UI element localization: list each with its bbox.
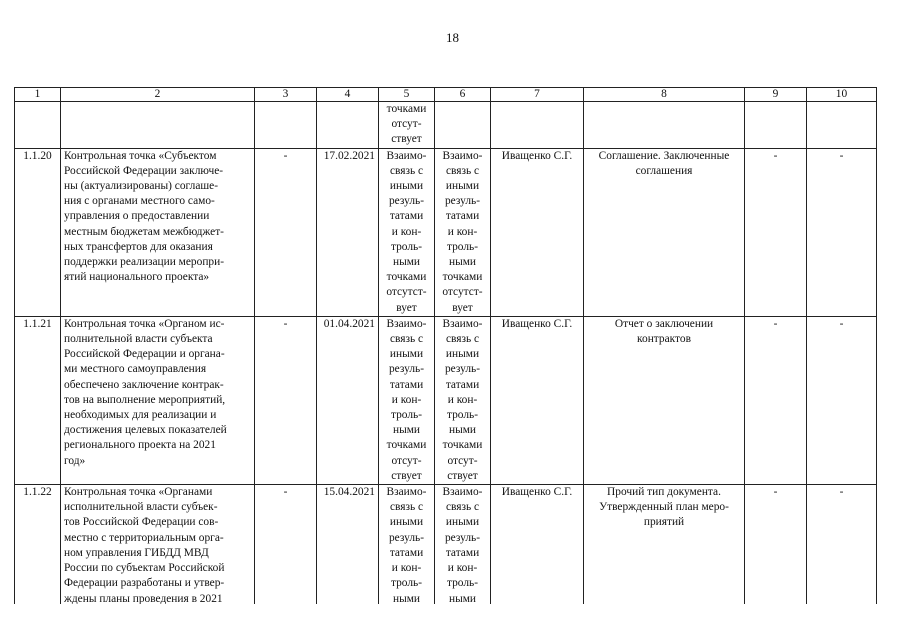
continuation-row xyxy=(15,102,877,149)
header-cell-2: 2 xyxy=(61,88,255,102)
row-col3: - xyxy=(255,148,317,316)
text-line: вует xyxy=(452,301,473,314)
text-line: отсут- xyxy=(391,118,422,131)
text-line: резуль- xyxy=(444,363,481,376)
text-line: иными xyxy=(389,180,424,193)
text-line: ствует xyxy=(391,133,422,146)
text-line: связь с xyxy=(445,164,480,177)
text-line: отсут- xyxy=(391,454,422,467)
row-col9: - xyxy=(745,148,807,316)
text-line: поддержки реализации меропри- xyxy=(64,256,225,269)
text-line: Соглашение. Заключенные xyxy=(598,149,730,162)
text-line: приятий xyxy=(643,516,685,529)
header-cell-10: 10 xyxy=(807,88,877,102)
text-line: точками xyxy=(386,103,427,115)
text-line: Контрольная точка «Органом ис- xyxy=(64,317,225,330)
text-line: соглашения xyxy=(635,164,693,177)
text-line: и кон- xyxy=(391,225,422,238)
text-line: управления о предоставлении xyxy=(64,210,210,223)
text-line: достижения целевых показателей xyxy=(64,424,227,437)
text-line: ными xyxy=(392,424,421,437)
text-line: и кон- xyxy=(391,562,422,575)
text-line: связь с xyxy=(389,164,424,177)
text-line: Взаимо- xyxy=(386,317,427,330)
row-document xyxy=(584,148,745,316)
row-date: 01.04.2021 xyxy=(317,316,379,484)
text-line: ждены планы проведения в 2021 xyxy=(64,592,223,605)
text-line: татами xyxy=(445,546,480,559)
header-cell-5: 5 xyxy=(379,88,435,102)
row-responsible: Иващенко С.Г. xyxy=(491,316,584,484)
text-line: иными xyxy=(389,348,424,361)
text-line: резуль- xyxy=(444,195,481,208)
header-cell-8: 8 xyxy=(584,88,745,102)
header-row xyxy=(15,88,877,102)
page-bottom-margin xyxy=(0,604,905,640)
row-col6 xyxy=(435,316,491,484)
row-col10: - xyxy=(807,485,877,608)
text-line: ными xyxy=(448,424,477,437)
row-date: 17.02.2021 xyxy=(317,148,379,316)
text-line: связь с xyxy=(389,501,424,514)
continuation-cell-5 xyxy=(379,102,435,149)
text-line: Контрольная точка «Субъектом xyxy=(64,149,217,162)
text-line: татами xyxy=(389,210,424,223)
text-line: Контрольная точка «Органами xyxy=(64,486,213,499)
row-col5 xyxy=(379,148,435,316)
text-line: троль- xyxy=(446,577,479,590)
text-line: Утвержденный план меро- xyxy=(599,501,729,514)
text-line: Отчет о заключении xyxy=(614,317,714,330)
text-line: тов Российской Федерации сов- xyxy=(64,516,219,529)
text-line: резуль- xyxy=(388,363,425,376)
text-line: год» xyxy=(64,454,86,467)
row-col9: - xyxy=(745,485,807,608)
text-line: ными xyxy=(448,592,477,605)
row-description xyxy=(61,485,255,608)
text-line: исполнительной власти субъек- xyxy=(64,501,218,514)
row-col10: - xyxy=(807,148,877,316)
text-line: татами xyxy=(445,210,480,223)
text-line: и кон- xyxy=(391,393,422,406)
header-cell-1: 1 xyxy=(15,88,61,102)
text-line: связь с xyxy=(389,333,424,346)
text-line: иными xyxy=(445,348,480,361)
text-line: точками xyxy=(386,271,427,284)
text-line: Прочий тип документа. xyxy=(607,486,721,499)
row-document xyxy=(584,316,745,484)
text-line: резуль- xyxy=(388,531,425,544)
text-line: татами xyxy=(389,546,424,559)
text-line: необходимых для реализации и xyxy=(64,409,217,422)
header-cell-7: 7 xyxy=(491,88,584,102)
text-line: иными xyxy=(445,516,480,529)
text-line: точками xyxy=(442,271,483,284)
row-number: 1.1.20 xyxy=(15,148,61,316)
text-line: полнительной власти субъекта xyxy=(64,333,213,346)
text-line: ных трансфертов для оказания xyxy=(64,240,213,253)
page-number: 18 xyxy=(446,30,459,45)
text-line: связь с xyxy=(445,501,480,514)
text-line: троль- xyxy=(390,240,423,253)
text-line: и кон- xyxy=(447,562,478,575)
row-col6 xyxy=(435,485,491,608)
text-line: иными xyxy=(389,516,424,529)
text-line: отсутст- xyxy=(386,286,427,299)
text-line: тов на выполнение мероприятий, xyxy=(64,393,226,406)
row-date: 15.04.2021 xyxy=(317,485,379,608)
text-line: Федерации разработаны и утвер- xyxy=(64,577,225,590)
text-line: Взаимо- xyxy=(386,486,427,499)
text-line: ными xyxy=(392,592,421,605)
text-line: ми местного самоуправления xyxy=(64,363,207,376)
text-line: иными xyxy=(445,180,480,193)
text-line: Взаимо- xyxy=(442,317,483,330)
text-line: ными xyxy=(392,256,421,269)
text-line: ния с органами местного само- xyxy=(64,195,215,208)
text-line: троль- xyxy=(390,409,423,422)
text-line: России по субъектам Российской xyxy=(64,562,225,575)
row-number: 1.1.21 xyxy=(15,316,61,484)
header-cell-9: 9 xyxy=(745,88,807,102)
header-cell-3: 3 xyxy=(255,88,317,102)
row-col5 xyxy=(379,485,435,608)
text-line: отсут- xyxy=(447,454,478,467)
text-line: Российской Федерации заключе- xyxy=(64,164,224,177)
text-line: вует xyxy=(396,301,417,314)
row-number: 1.1.22 xyxy=(15,485,61,608)
table-row xyxy=(15,485,877,608)
text-line: и кон- xyxy=(447,225,478,238)
text-line: троль- xyxy=(446,409,479,422)
text-line: и кон- xyxy=(447,393,478,406)
header-cell-4: 4 xyxy=(317,88,379,102)
text-line: Взаимо- xyxy=(442,486,483,499)
text-line: резуль- xyxy=(388,195,425,208)
row-responsible: Иващенко С.Г. xyxy=(491,148,584,316)
row-col5 xyxy=(379,316,435,484)
text-line: местно с территориальным орга- xyxy=(64,531,224,544)
text-line: Взаимо- xyxy=(386,149,427,162)
text-line: ствует xyxy=(447,469,478,482)
table-body xyxy=(15,88,877,608)
text-line: Российской Федерации и органа- xyxy=(64,348,225,361)
text-line: регионального проекта на 2021 xyxy=(64,439,216,452)
row-col3: - xyxy=(255,316,317,484)
row-col10: - xyxy=(807,316,877,484)
text-line: резуль- xyxy=(444,531,481,544)
text-line: ятий национального проекта» xyxy=(64,271,210,284)
text-line: местным бюджетам межбюджет- xyxy=(64,225,224,238)
text-line: точками xyxy=(442,439,483,452)
text-line: связь с xyxy=(445,333,480,346)
row-col9: - xyxy=(745,316,807,484)
row-col3: - xyxy=(255,485,317,608)
table-row xyxy=(15,148,877,316)
control-points-table xyxy=(14,87,877,608)
text-line: ны (актуализированы) соглаше- xyxy=(64,180,219,193)
text-line: контрактов xyxy=(637,333,691,346)
text-line: точками xyxy=(386,439,427,452)
row-document xyxy=(584,485,745,608)
text-line: ствует xyxy=(391,469,422,482)
text-line: ными xyxy=(448,256,477,269)
text-line: троль- xyxy=(390,577,423,590)
row-description xyxy=(61,316,255,484)
header-cell-6: 6 xyxy=(435,88,491,102)
text-line: татами xyxy=(445,378,480,391)
text-line: отсутст- xyxy=(442,286,483,299)
row-responsible: Иващенко С.Г. xyxy=(491,485,584,608)
table-row xyxy=(15,316,877,484)
text-line: Взаимо- xyxy=(442,149,483,162)
text-line: обеспечено заключение контрак- xyxy=(64,378,224,391)
text-line: ном управления ГИБДД МВД xyxy=(64,546,209,559)
row-description xyxy=(61,148,255,316)
text-line: троль- xyxy=(446,240,479,253)
text-line: татами xyxy=(389,378,424,391)
row-col6 xyxy=(435,148,491,316)
